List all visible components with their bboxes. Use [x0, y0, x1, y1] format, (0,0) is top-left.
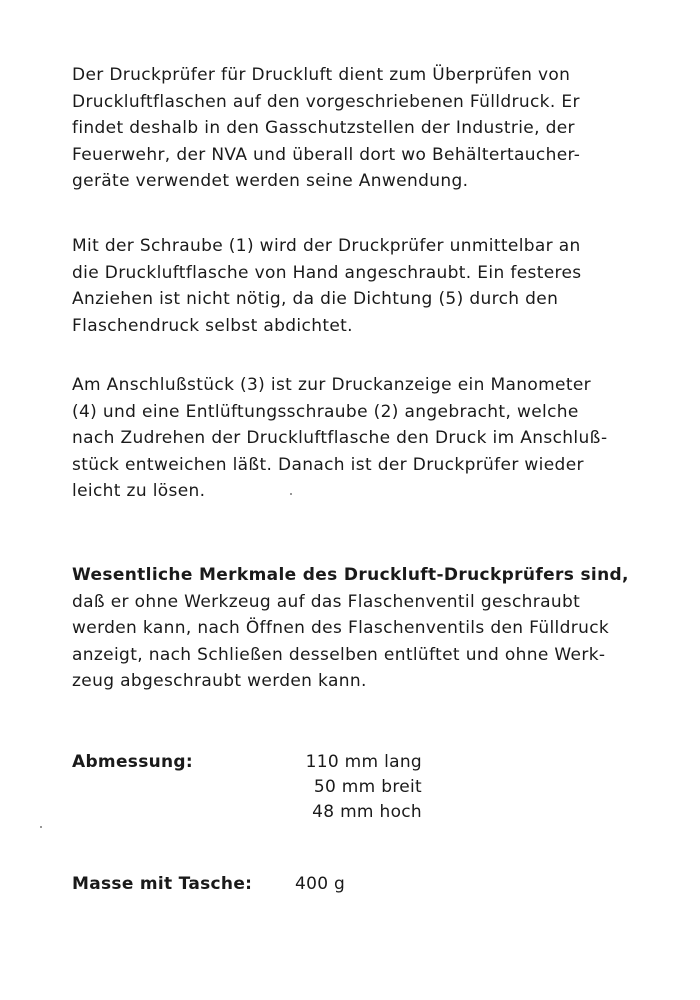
- text-line: leicht zu lösen.: [72, 481, 206, 501]
- text-line: Feuerwehr, der NVA und überall dort wo Behältertaucher-: [72, 144, 581, 165]
- text-line: (4) und eine Entlüftungsschraube (2) angebracht, welche: [72, 401, 579, 422]
- text-line: Am Anschlußstück (3) ist zur Druckanzeige ein Manometer: [72, 375, 591, 395]
- text-line: nach Zudrehen der Druckluftflasche den Druck im Anschluß-: [72, 428, 608, 448]
- mass-value: 400 g: [295, 874, 346, 894]
- text-line: findet deshalb in den Gasschutzstellen der Industrie, der: [72, 118, 575, 138]
- text-line: werden kann, nach Öffnen des Flaschenventils den Fülldruck: [72, 618, 610, 638]
- text-line: Der Druckprüfer für Druckluft dient zum Überprüfen von: [72, 65, 571, 85]
- paragraph-purpose: [72, 62, 662, 195]
- text-line: zeug abgeschraubt werden kann.: [72, 671, 367, 691]
- text-line: Flaschendruck selbst abdichtet.: [72, 315, 353, 336]
- dimension-width: 50 mm breit: [313, 777, 422, 797]
- dimension-height: 48 mm hoch: [312, 802, 422, 822]
- scan-speck: [290, 493, 292, 495]
- dimensions-values: [292, 750, 422, 825]
- dimensions-row: [72, 749, 292, 775]
- dimension-length: 110 mm lang: [305, 752, 422, 772]
- paragraph-features: [72, 562, 662, 695]
- paragraph-connector: [72, 372, 662, 505]
- scan-speck: [40, 826, 42, 828]
- text-line: Anziehen ist nicht nötig, da die Dichtung (5) durch den: [72, 289, 559, 309]
- text-line: stück entweichen läßt. Danach ist der Druckprüfer wieder: [72, 454, 584, 475]
- text-line: anzeigt, nach Schließen desselben entlüftet und ohne Werk-: [72, 644, 606, 665]
- text-line: geräte verwendet werden seine Anwendung.: [72, 171, 469, 191]
- features-heading: Wesentliche Merkmale des Druckluft-Druckprüfers sind,: [72, 565, 629, 585]
- paragraph-mounting: [72, 233, 662, 339]
- mass-row: [72, 871, 292, 897]
- text-line: die Druckluftflasche von Hand angeschraubt. Ein festeres: [72, 262, 582, 283]
- mass-label: Masse mit Tasche:: [72, 874, 253, 894]
- dimensions-label: Abmessung:: [72, 752, 193, 772]
- text-line: Druckluftflaschen auf den vorgeschriebenen Fülldruck. Er: [72, 91, 580, 112]
- text-line: Mit der Schraube (1) wird der Druckprüfer unmittelbar an: [72, 236, 581, 256]
- text-line: daß er ohne Werkzeug auf das Flaschenventil geschraubt: [72, 591, 581, 612]
- mass-value-wrap: [295, 871, 345, 897]
